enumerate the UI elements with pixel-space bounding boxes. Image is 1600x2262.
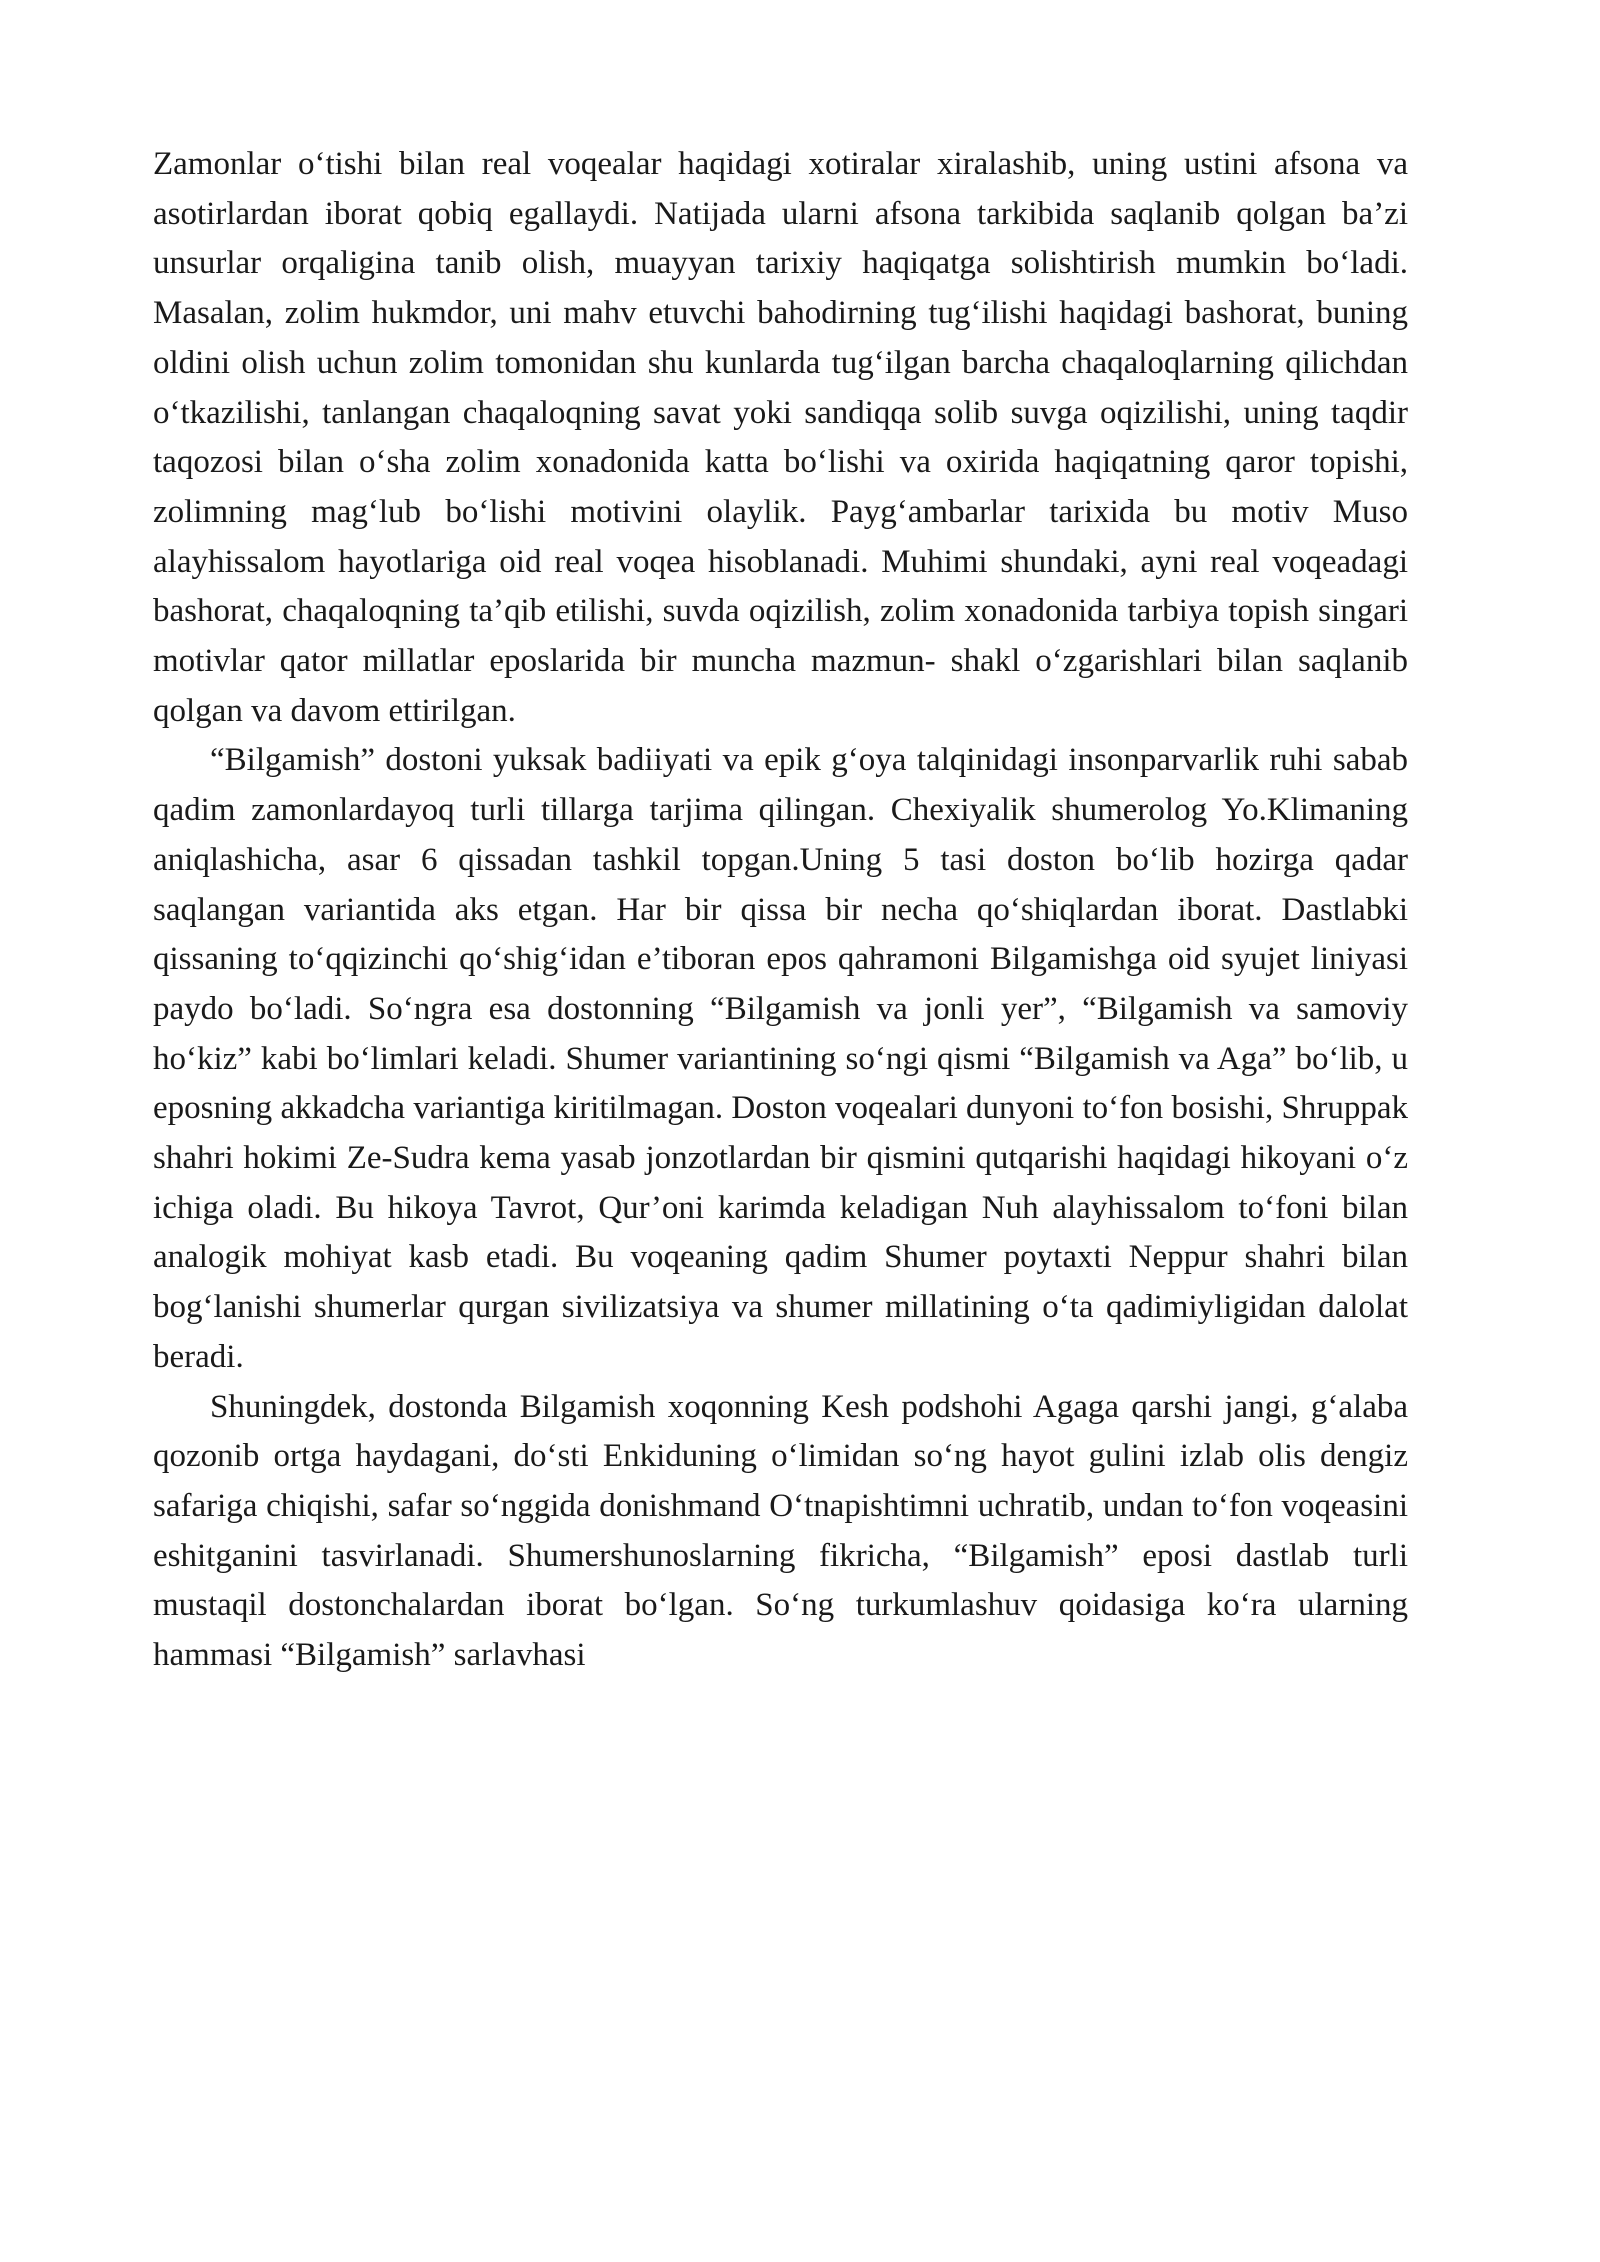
paragraph-2: “Bilgamish” dostoni yuksak badiiyati va epik g‘oya talqinidagi insonparvarlik ruhi sabab qadim zamonlardayoq turli tillarga tarjima qilingan. Chexiyalik shumerolog Yo.Klimaning aniqlashicha, asar 6 qissadan tashkil topgan.Uning 5 tasi doston bo‘lib hozirga qadar saqlangan variantida aks etgan. Har bir qissa bir necha qo‘shiqlardan iborat. Dastlabki qissaning to‘qqizinchi qo‘shig‘idan e’tiboran epos qahramoni Bilgamishga oid syujet liniyasi paydo bo‘ladi. So‘ngra esa dostonning “Bilgamish va jonli yer”, “Bilgamish va samoviy ho‘kiz” kabi bo‘limlari keladi. Shumer variantining so‘ngi qismi “Bilgamish va Aga” bo‘lib, u eposning akkadcha variantiga kiritilmagan. Doston voqealari dunyoni to‘fon bosishi, Shruppak shahri hokimi Ze-Sudra kema yasab jonzotlardan bir qismini qutqarishi haqidagi hikoyani o‘z ichiga oladi. Bu hikoya Tavrot, Qur’oni karimda keladigan Nuh alayhissalom to‘foni bilan analogik mohiyat kasb etadi. Bu voqeaning qadim Shumer poytaxti Neppur shahri bilan bog‘lanishi shumerlar qurgan sivilizatsiya va shumer millatining o‘ta qadimiyligidan dalolat beradi.	[153, 742, 1408, 1375]
body-text	[153, 140, 1408, 1681]
paragraph-3: Shuningdek, dostonda Bilgamish xoqonning Kesh podshohi Agaga qarshi jangi, g‘alaba qozonib ortga haydagani, do‘sti Enkiduning o‘limidan so‘ng hayot gulini izlab olis dengiz safariga chiqishi, safar so‘nggida donishmand O‘tnapishtimni uchratib, undan to‘fon voqeasini eshitganini tasvirlanadi. Shumershunoslarning fikricha, “Bilgamish” eposi dastlab turli mustaqil dostonchalardan iborat bo‘lgan. So‘ng turkumlashuv qoidasiga ko‘ra ularning hammasi “Bilgamish” sarlavhasi	[153, 1388, 1408, 1674]
paragraph-1: Zamonlar o‘tishi bilan real voqealar haqidagi xotiralar xiralashib, uning ustini afsona va asotirlardan iborat qobiq egallaydi. Natijada ularni afsona tarkibida saqlanib qolgan ba’zi unsurlar orqaligina tanib olish, muayyan tarixiy haqiqatga solishtirish mumkin bo‘ladi. Masalan, zolim hukmdor, uni mahv etuvchi bahodirning tug‘ilishi haqidagi bashorat, buning oldini olish uchun zolim tomonidan shu kunlarda tug‘ilgan barcha chaqaloqlarning qilichdan o‘tkazilishi, tanlangan chaqaloqning savat yoki sandiqqa solib suvga oqizilishi, uning taqdir taqozosi bilan o‘sha zolim xonadonida katta bo‘lishi va oxirida haqiqatning qaror topishi, zolimning mag‘lub bo‘lishi motivini olaylik. Payg‘ambarlar tarixida bu motiv Muso alayhissalom hayotlariga oid real voqea hisoblanadi. Muhimi shundaki, ayni real voqeadagi bashorat, chaqaloqning ta’qib etilishi, suvda oqizilish, zolim xonadonida tarbiya topish singari motivlar qator millatlar eposlarida bir muncha mazmun- shakl o‘zgarishlari bilan saqlanib qolgan va davom ettirilgan.	[153, 146, 1408, 729]
